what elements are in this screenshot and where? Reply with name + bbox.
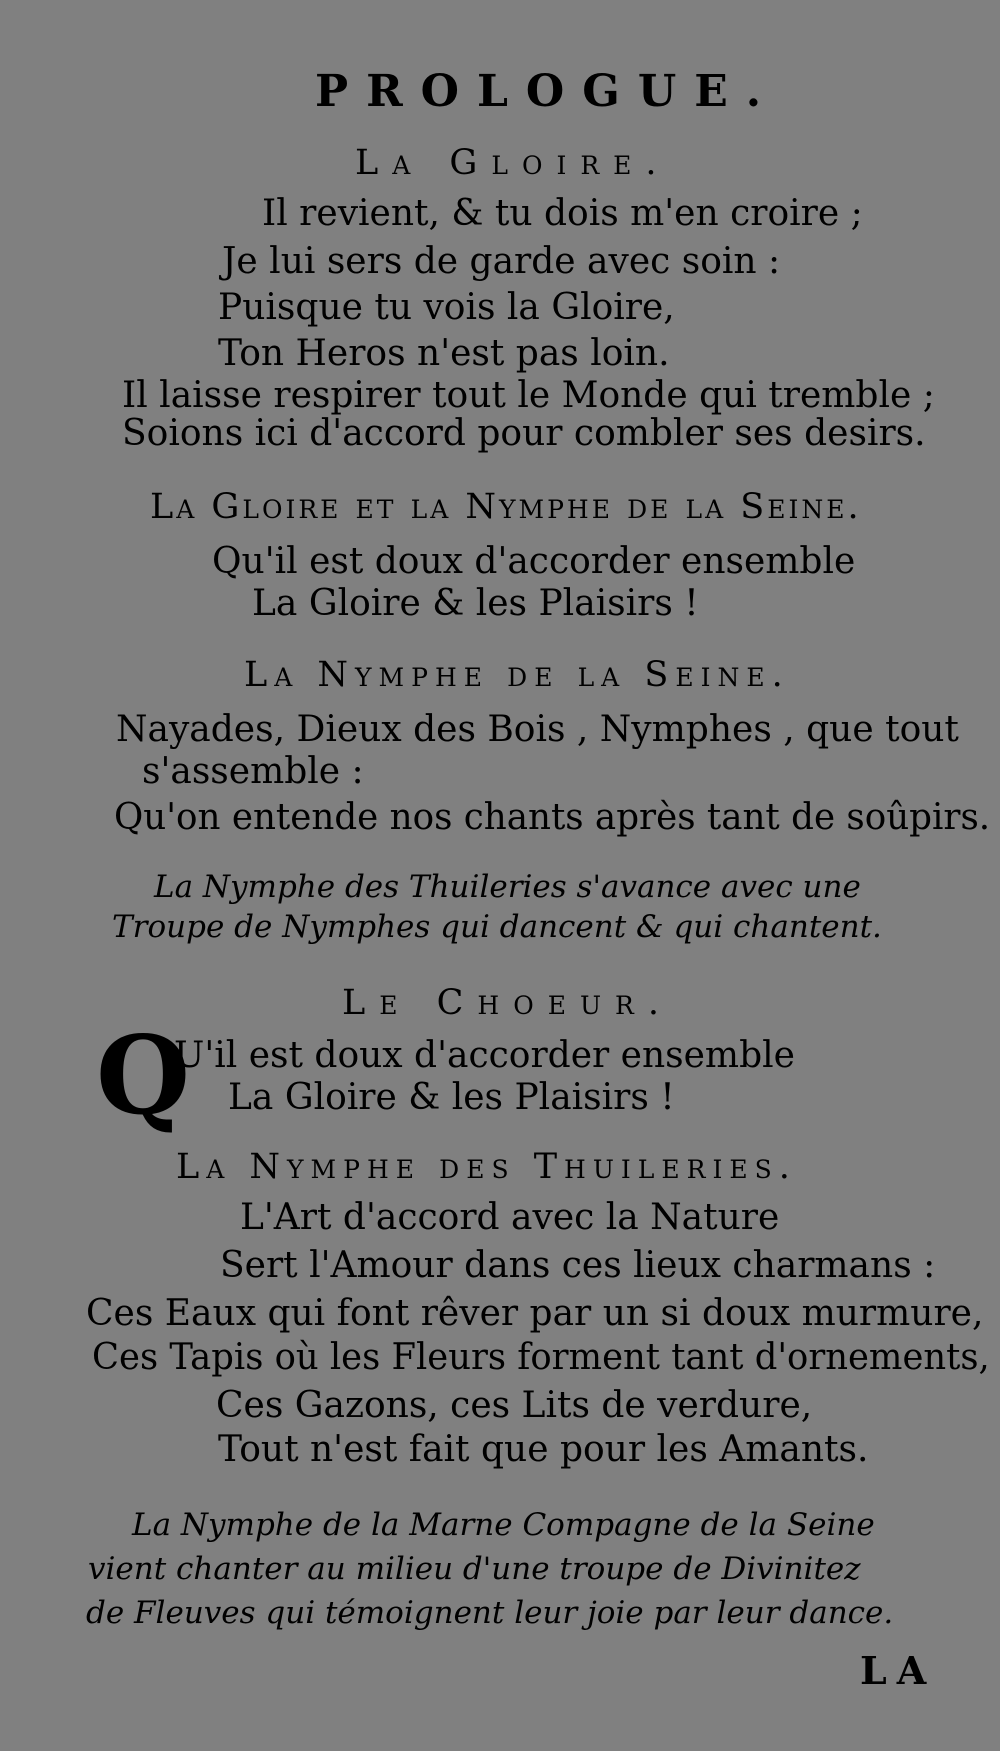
verse-line: Ces Tapis où les Fleurs forment tant d'ornements, <box>92 1337 990 1378</box>
verse-line: Tout n'est fait que pour les Amants. <box>218 1429 869 1470</box>
speaker-la-gloire: La Gloire. <box>355 143 671 183</box>
stage-direction-line: La Nymphe de la Marne Compagne de la Seine <box>132 1507 875 1543</box>
verse-line: Qu'on entende nos chants après tant de soûpirs. <box>114 797 991 838</box>
verse-line: Il revient, & tu dois m'en croire ; <box>262 193 863 234</box>
speaker-gloire-et-nymphe-seine: La Gloire et la Nymphe de la Seine. <box>150 487 862 527</box>
stage-direction-line: Troupe de Nymphes qui dancent & qui chantent. <box>112 909 882 945</box>
verse-line: Ces Eaux qui font rêver par un si doux murmure, <box>86 1293 984 1334</box>
verse-line: Puisque tu vois la Gloire, <box>218 287 675 328</box>
drop-cap: Q <box>96 1013 191 1139</box>
page-title: PROLOGUE. <box>315 66 780 117</box>
catchword: LA <box>860 1648 937 1693</box>
speaker-le-choeur: Le Choeur. <box>342 983 673 1023</box>
verse-line: L'Art d'accord avec la Nature <box>240 1197 780 1238</box>
stage-direction-line: La Nymphe des Thuileries s'avance avec une <box>154 869 861 905</box>
verse-line: Ton Heros n'est pas loin. <box>218 333 670 374</box>
verse-line: Nayades, Dieux des Bois , Nymphes , que tout <box>116 709 959 750</box>
verse-line: La Gloire & les Plaisirs ! <box>228 1077 675 1118</box>
verse-line: s'assemble : <box>142 751 364 792</box>
verse-line: La Gloire & les Plaisirs ! <box>252 583 699 624</box>
speaker-nymphe-thuileries: La Nymphe des Thuileries. <box>176 1147 797 1187</box>
verse-line: Soions ici d'accord pour combler ses desirs. <box>122 413 926 454</box>
verse-line: Je lui sers de garde avec soin : <box>222 241 781 282</box>
stage-direction-line: vient chanter au milieu d'une troupe de Divinitez <box>88 1551 861 1587</box>
speaker-nymphe-seine: La Nymphe de la Seine. <box>244 655 790 695</box>
verse-line: Ces Gazons, ces Lits de verdure, <box>216 1385 813 1426</box>
verse-line: Qu'il est doux d'accorder ensemble <box>212 541 856 582</box>
stage-direction-line: de Fleuves qui témoignent leur joie par leur dance. <box>86 1595 894 1631</box>
verse-line: Il laisse respirer tout le Monde qui tremble ; <box>122 375 935 416</box>
verse-line: Sert l'Amour dans ces lieux charmans : <box>220 1245 936 1286</box>
verse-line: U'il est doux d'accorder ensemble <box>174 1035 795 1076</box>
